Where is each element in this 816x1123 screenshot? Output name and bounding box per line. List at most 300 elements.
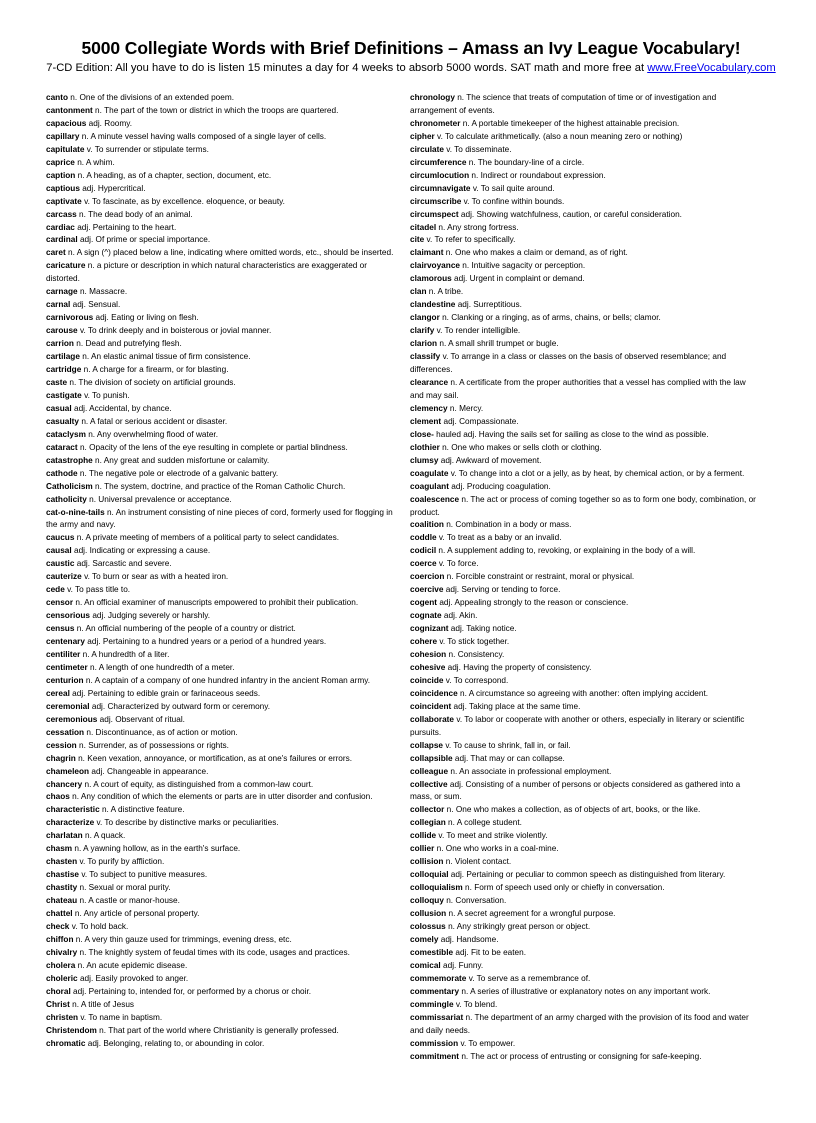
glossary-entry (410, 583, 761, 596)
entry-definition: adj. That may or can collapse. (452, 752, 565, 763)
glossary-entry (46, 285, 397, 298)
entry-word: coalescence (410, 493, 460, 504)
entry-word: clairvoyance (410, 260, 460, 271)
glossary-entry (46, 130, 397, 143)
entry-definition: adj. Changeable in appearance. (89, 765, 209, 776)
glossary-entry (46, 739, 397, 752)
glossary-entry (410, 311, 761, 324)
entry-word: centimeter (46, 661, 88, 672)
glossary-entry (410, 493, 761, 519)
entry-word: centenary (46, 636, 85, 647)
website-link[interactable]: www.FreeVocabulary.com (647, 62, 776, 74)
entry-word: cogent (410, 597, 438, 608)
glossary-entry (46, 803, 397, 816)
entry-definition: v. To fascinate, as by excellence. eloquence, or beauty. (81, 195, 285, 206)
entry-definition: v. To cause to shrink, fall in, or fail. (443, 739, 571, 750)
glossary-entry (410, 169, 761, 182)
entry-definition: adj. Sarcastic and severe. (74, 558, 172, 569)
entry-word: cartridge (46, 364, 82, 375)
glossary-entry (410, 156, 761, 169)
entry-word: coerce (410, 558, 437, 569)
entry-definition: n. The negative pole or electrode of a galvanic battery. (77, 467, 279, 478)
glossary-entry (410, 1050, 761, 1063)
glossary-entry (410, 674, 761, 687)
entry-word: cereal (46, 687, 70, 698)
entry-word: cauterize (46, 571, 82, 582)
glossary-entry (46, 998, 397, 1011)
entry-definition: n. Clanking or a ringing, as of arms, chains, or bells; clamor. (439, 312, 661, 323)
entry-word: caste (46, 376, 68, 387)
entry-word: carnage (46, 286, 78, 297)
entry-definition: v. To meet and strike violently. (436, 830, 548, 841)
glossary-entry (46, 156, 397, 169)
entry-word: causal (46, 545, 72, 556)
entry-word: catastrophe (46, 454, 93, 465)
entry-word: collegian (410, 817, 446, 828)
glossary-entry (46, 894, 397, 907)
entry-word: cardinal (46, 234, 78, 245)
entry-definition: v. To empower. (458, 1037, 516, 1048)
glossary-entry (46, 441, 397, 454)
glossary-entry (46, 1024, 397, 1037)
entry-definition: adj. Belonging, relating to, or abounding in color. (85, 1037, 265, 1048)
entry-word: coalition (410, 519, 444, 530)
entry-word: capacious (46, 117, 87, 128)
glossary-entry (46, 91, 397, 104)
entry-word: caucus (46, 532, 75, 543)
entry-word: colloquial (410, 869, 449, 880)
glossary-entry (410, 350, 761, 376)
entry-word: citadel (410, 221, 437, 232)
entry-definition: n. One of the divisions of an extended poem. (68, 92, 235, 102)
entry-word: characteristic (46, 804, 100, 815)
entry-word: clamorous (410, 273, 452, 284)
entry-definition: hauled adj. Having the sails set for sailing as close to the wind as possible. (433, 428, 709, 439)
glossary-entry (410, 648, 761, 661)
glossary-entry (46, 389, 397, 402)
glossary-entry (410, 842, 761, 855)
entry-definition: adj. Indicating or expressing a cause. (71, 545, 211, 556)
entry-word: cite (410, 234, 425, 245)
entry-definition: v. To blend. (453, 998, 498, 1009)
entry-definition: adj. Having the property of consistency. (445, 661, 592, 672)
entry-definition: n. A hundredth of a liter. (80, 648, 170, 659)
entry-word: commissariat (410, 1011, 464, 1022)
entry-definition: v. To stick together. (437, 636, 510, 647)
glossary-entry (46, 480, 397, 493)
entry-word: colleague (410, 765, 449, 776)
entry-word: cognizant (410, 623, 449, 634)
entry-definition: n. Form of speech used only or chiefly in conversation. (462, 882, 665, 893)
entry-definition: n. a picture or description in which natural characteristics are exaggerated or distorted. (46, 260, 368, 284)
entry-definition: v. To subject to punitive measures. (79, 869, 208, 880)
entry-definition: adj. Pertaining to the heart. (74, 221, 177, 232)
entry-word: cede (46, 584, 65, 595)
entry-definition: adj. Judging severely or harshly. (90, 610, 211, 621)
entry-definition: n. The department of an army charged with the provision of its food and water and daily needs. (410, 1011, 749, 1035)
entry-word: cartilage (46, 351, 80, 362)
entry-definition: n. An elastic animal tissue of firm consistence. (79, 351, 251, 362)
entry-word: check (46, 921, 70, 931)
glossary-entry (46, 544, 397, 557)
glossary-entry (46, 661, 397, 674)
glossary-entry (46, 415, 397, 428)
entry-definition: n. Universal prevalence or acceptance. (86, 493, 232, 504)
glossary-entry (46, 182, 397, 195)
entry-word: chateau (46, 895, 78, 906)
glossary-entry (410, 739, 761, 752)
entry-definition: v. To treat as a baby or an invalid. (436, 532, 562, 543)
entry-definition: n. A very thin gauze used for trimmings, evening dress, etc. (73, 933, 292, 944)
entry-definition: n. Mercy. (447, 402, 484, 413)
entry-word: capitulate (46, 143, 85, 154)
entry-definition: n. Indirect or roundabout expression. (469, 169, 606, 180)
entry-word: chromatic (46, 1037, 86, 1048)
glossary-entry (410, 1011, 761, 1037)
entry-definition: n. A circumstance so agreeing with another: often implying accident. (457, 687, 709, 698)
glossary-entry (46, 959, 397, 972)
entry-definition: v. To serve as a remembrance of. (466, 972, 591, 983)
entry-word: chivalry (46, 946, 78, 957)
glossary-entry (46, 933, 397, 946)
entry-definition: n. Any strikingly great person or object. (445, 921, 591, 931)
entry-word: carcass (46, 208, 77, 219)
entry-word: circumnavigate (410, 182, 471, 193)
entry-word: caprice (46, 156, 75, 167)
entry-definition: adj. Funny. (440, 959, 484, 970)
entry-definition: v. To sail quite around. (470, 182, 555, 193)
entry-definition: n. Massacre. (77, 286, 128, 297)
glossary-entry (410, 881, 761, 894)
glossary-entry (410, 713, 761, 739)
entry-word: collier (410, 843, 435, 854)
entry-definition: adj. Urgent in complaint or demand. (451, 273, 585, 284)
entry-word: ceremonial (46, 700, 90, 711)
entry-word: collaborate (410, 713, 455, 724)
glossary-entry (46, 246, 397, 259)
glossary-entry (410, 195, 761, 208)
entry-definition: n. A college student. (445, 817, 522, 828)
entry-definition: adj. Producing coagulation. (448, 480, 551, 491)
entry-word: ceremonious (46, 713, 98, 724)
entry-definition: v. To drink deeply and in boisterous or jovial manner. (77, 325, 272, 336)
entry-definition: n. A heading, as of a chapter, section, document, etc. (75, 169, 272, 180)
entry-word: centurion (46, 674, 84, 685)
glossary-entry (46, 726, 397, 739)
glossary-entry (46, 816, 397, 829)
glossary-entry (410, 246, 761, 259)
entry-word: circumscribe (410, 195, 462, 206)
entry-definition: n. A tribe. (426, 286, 464, 297)
glossary-entry (410, 415, 761, 428)
glossary-entry (46, 350, 397, 363)
glossary-entry (46, 972, 397, 985)
glossary-entry (410, 894, 761, 907)
entry-definition: n. The part of the town or district in which the troops are quartered. (92, 104, 339, 115)
entry-word: canto (46, 92, 69, 102)
glossary-entry (46, 195, 397, 208)
entry-definition: n. Any overwhelming flood of water. (85, 428, 218, 439)
entry-word: carrion (46, 338, 74, 349)
entry-word: carnal (46, 299, 71, 310)
entry-word: capillary (46, 130, 80, 141)
entry-word: coincident (410, 700, 452, 711)
entry-word: characterize (46, 817, 95, 828)
glossary-entry (46, 765, 397, 778)
glossary-entry (46, 713, 397, 726)
entry-word: chattel (46, 908, 73, 919)
entry-word: choral (46, 985, 71, 996)
entry-definition: adj. Taking notice. (448, 623, 517, 634)
glossary-entry (410, 778, 761, 804)
entry-definition: adj. Observant of ritual. (97, 713, 185, 724)
glossary-entry (410, 570, 761, 583)
entry-word: clement (410, 415, 442, 426)
glossary-entry (46, 531, 397, 544)
entry-word: commitment (410, 1050, 460, 1061)
entry-word: commingle (410, 998, 454, 1009)
entry-definition: n. A quack. (82, 830, 126, 841)
entry-word: coddle (410, 532, 437, 543)
entry-word: collapse (410, 739, 444, 750)
entry-word: chastise (46, 869, 80, 880)
glossary-entry (46, 169, 397, 182)
glossary-entry (410, 518, 761, 531)
entry-word: cardiac (46, 221, 75, 232)
glossary-entry (410, 557, 761, 570)
glossary-entry (46, 298, 397, 311)
entry-definition: n. Conversation. (443, 895, 507, 906)
entry-definition: n. Surrender, as of possessions or rights. (76, 739, 229, 750)
entry-word: chasm (46, 843, 73, 854)
entry-definition: n. A court of equity, as distinguished from a common-law court. (82, 778, 314, 789)
entry-word: cataract (46, 441, 78, 452)
entry-definition: v. To describe by distinctive marks or peculiarities. (94, 817, 279, 828)
entry-definition: adj. Sensual. (70, 299, 121, 310)
glossary-entry (410, 298, 761, 311)
entry-definition: n. A distinctive feature. (99, 804, 185, 815)
glossary-entry (46, 259, 397, 285)
glossary-entry (410, 609, 761, 622)
entry-word: coagulate (410, 467, 449, 478)
entry-word: chaos (46, 791, 70, 802)
glossary-entry (410, 946, 761, 959)
glossary-entry (46, 829, 397, 842)
entry-definition: n. A certificate from the proper authorities that a vessel has complied with the law and may sail. (410, 376, 746, 400)
entry-definition: adj. Accidental, by chance. (71, 402, 172, 413)
glossary-entry (410, 959, 761, 972)
entry-definition: n. A captain of a company of one hundred infantry in the ancient Roman army. (83, 674, 371, 685)
entry-word: caustic (46, 558, 75, 569)
entry-word: carouse (46, 325, 78, 336)
entry-word: choleric (46, 972, 78, 983)
entry-definition: adj. Surreptitious. (455, 299, 522, 310)
glossary-columns (46, 91, 776, 1062)
entry-word: commission (410, 1037, 459, 1048)
glossary-entry (46, 752, 397, 765)
glossary-entry (410, 259, 761, 272)
entry-definition: adj. Taking place at the same time. (451, 700, 581, 711)
entry-definition: n. The science that treats of computation of time or of investigation and arrangement of events. (410, 92, 717, 115)
entry-definition: n. A sign (^) placed below a line, indicating where omitted words, etc., should be inserted. (65, 247, 394, 258)
glossary-entry (410, 221, 761, 234)
glossary-entry (46, 881, 397, 894)
glossary-entry (410, 700, 761, 713)
glossary-entry (46, 363, 397, 376)
entry-definition: n. Consistency. (446, 648, 505, 659)
glossary-entry (410, 91, 761, 117)
entry-word: census (46, 623, 75, 634)
entry-word: chronometer (410, 117, 461, 128)
entry-definition: adj. Showing watchfulness, caution, or careful consideration. (458, 208, 682, 219)
glossary-entry (410, 622, 761, 635)
glossary-entry (410, 1037, 761, 1050)
entry-definition: n. The knightly system of feudal times with its code, usages and practices. (77, 946, 350, 957)
glossary-entry (410, 376, 761, 402)
entry-word: christen (46, 1011, 79, 1022)
entry-definition: n. An acute epidemic disease. (75, 959, 188, 970)
entry-definition: n. Keen vexation, annoyance, or mortification, as at one's failures or errors. (75, 752, 353, 763)
glossary-entry (410, 402, 761, 415)
glossary-entry (410, 130, 761, 143)
entry-definition: n. A fatal or serious accident or disaster. (79, 415, 228, 426)
glossary-entry (46, 622, 397, 635)
entry-word: cession (46, 739, 77, 750)
entry-definition: adj. Compassionate. (441, 415, 519, 426)
entry-word: chastity (46, 882, 78, 893)
entry-word: clarion (410, 338, 438, 349)
entry-definition: adj. Serving or tending to force. (443, 584, 561, 595)
entry-definition: adj. Pertaining to edible grain or farinaceous seeds. (69, 687, 261, 698)
entry-definition: v. To correspond. (443, 674, 509, 685)
entry-definition: n. The system, doctrine, and practice of the Roman Catholic Church. (92, 480, 346, 491)
page-subtitle (46, 61, 776, 75)
glossary-entry (46, 493, 397, 506)
glossary-entry (46, 376, 397, 389)
glossary-entry (46, 648, 397, 661)
entry-definition: n. That part of the world where Christianity is generally professed. (96, 1024, 339, 1035)
entry-word: captivate (46, 195, 82, 206)
entry-word: colloquialism (410, 882, 463, 893)
glossary-entry (410, 803, 761, 816)
entry-word: clothier (410, 441, 440, 452)
glossary-entry (410, 855, 761, 868)
entry-word: coincidence (410, 687, 458, 698)
entry-definition: adj. Pertaining or peculiar to common speech as distinguished from literary. (448, 869, 726, 880)
glossary-entry (46, 1011, 397, 1024)
glossary-entry (410, 661, 761, 674)
entry-word: clemency (410, 402, 448, 413)
entry-word: chameleon (46, 765, 90, 776)
entry-definition: adj. Hypercritical. (79, 182, 146, 193)
entry-word: chronology (410, 92, 455, 102)
entry-word: coincide (410, 674, 444, 685)
glossary-entry (410, 480, 761, 493)
glossary-entry (46, 428, 397, 441)
glossary-entry (410, 544, 761, 557)
glossary-entry (46, 687, 397, 700)
entry-definition: n. The dead body of an animal. (76, 208, 193, 219)
entry-word: cholera (46, 959, 76, 970)
glossary-entry (410, 208, 761, 221)
glossary-entry (410, 752, 761, 765)
entry-word: caricature (46, 260, 86, 271)
glossary-entry (46, 583, 397, 596)
entry-definition: v. To labor or cooperate with another or others, especially in literary or scientific pursuits. (410, 713, 745, 737)
glossary-entry (46, 790, 397, 803)
entry-definition: n. The act or process of coming together so as to form one body, combination, or product. (410, 493, 756, 517)
glossary-entry (410, 117, 761, 130)
entry-definition: v. To name in baptism. (78, 1011, 163, 1022)
entry-definition: adj. Awkward of movement. (438, 454, 542, 465)
entry-word: centiliter (46, 648, 81, 659)
glossary-entry (410, 143, 761, 156)
entry-definition: v. To purify by affliction. (77, 856, 165, 867)
glossary-entry (410, 933, 761, 946)
glossary-entry (46, 402, 397, 415)
entry-word: censorious (46, 610, 91, 621)
entry-definition: n. A portable timekeeper of the highest attainable precision. (460, 117, 680, 128)
entry-word: cantonment (46, 104, 93, 115)
glossary-entry (410, 635, 761, 648)
glossary-entry (46, 233, 397, 246)
entry-definition: n. A whim. (74, 156, 115, 167)
entry-word: chasten (46, 856, 78, 867)
glossary-entry (46, 985, 397, 998)
glossary-entry (410, 985, 761, 998)
entry-definition: n. One who makes a collection, as of objects of art, books, or the like. (444, 804, 701, 815)
entry-word: circumference (410, 156, 467, 167)
entry-word: comely (410, 933, 439, 944)
glossary-entry (46, 920, 397, 933)
entry-definition: n. A series of illustrative or explanatory notes on any important work. (459, 985, 711, 996)
glossary-entry (410, 816, 761, 829)
entry-definition: adj. Akin. (441, 610, 478, 621)
entry-word: castigate (46, 389, 82, 400)
entry-word: cognate (410, 610, 442, 621)
glossary-entry (46, 337, 397, 350)
glossary-entry (410, 765, 761, 778)
glossary-entry (46, 557, 397, 570)
glossary-entry (410, 182, 761, 195)
entry-definition: n. An instrument consisting of nine pieces of cord, formerly used for flogging in the army and navy. (46, 506, 393, 530)
entry-definition: n. A castle or manor-house. (77, 895, 180, 906)
entry-word: close- (410, 428, 434, 439)
entry-word: caption (46, 169, 76, 180)
glossary-entry (46, 467, 397, 480)
entry-definition: v. To hold back. (69, 921, 129, 931)
entry-word: codicil (410, 545, 437, 556)
entry-word: charlatan (46, 830, 83, 841)
glossary-entry (410, 868, 761, 881)
entry-word: clan (410, 286, 427, 297)
entry-definition: n. An official examiner of manuscripts empowered to prohibit their publication. (73, 597, 359, 608)
glossary-entry (410, 907, 761, 920)
entry-definition: adj. Pertaining to, intended for, or performed by a chorus or choir. (70, 985, 312, 996)
entry-word: coercion (410, 571, 445, 582)
entry-word: captious (46, 182, 80, 193)
entry-word: catholicity (46, 493, 87, 504)
glossary-entry (410, 829, 761, 842)
entry-definition: n. Any condition of which the elements or parts are in utter disorder and confusion. (69, 791, 373, 802)
entry-word: cataclysm (46, 428, 86, 439)
entry-word: colloquy (410, 895, 444, 906)
entry-definition: n. Sexual or moral purity. (77, 882, 171, 893)
glossary-entry (410, 920, 761, 933)
entry-definition: n. Any strong fortress. (436, 221, 519, 232)
entry-definition: adj. Of prime or special importance. (77, 234, 211, 245)
entry-definition: adj. Appealing strongly to the reason or conscience. (437, 597, 629, 608)
